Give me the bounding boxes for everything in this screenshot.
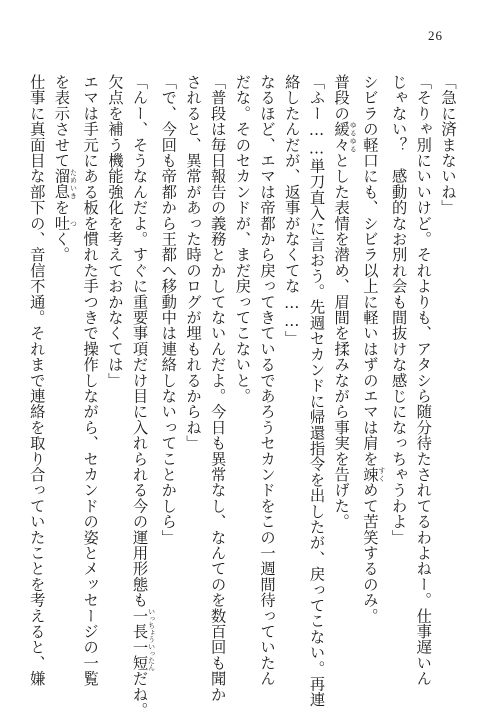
furigana-sukumete: 竦 すく bbox=[360, 466, 386, 483]
furigana-reading: いっちょういったん bbox=[147, 607, 156, 671]
text-line: 「そりゃ別にいいけど。それよりも、アタシら随分待たされてるわよねー。仕事遅いん bbox=[414, 74, 433, 687]
furigana-yuruyuru: 緩々 ゆるゆる bbox=[332, 121, 358, 153]
text-line: されると、異常があった時のログが埋もれるからね」 bbox=[183, 74, 202, 451]
text-line: 「急に済まないね」 bbox=[439, 74, 457, 216]
text-line: 普段の緩々 ゆるゆるとした表情を潜め、眉間を揉みながら事実を告げた。 bbox=[332, 74, 358, 530]
furigana-reading: つ bbox=[69, 215, 78, 231]
furigana-reading: すく bbox=[377, 466, 386, 483]
body-text bbox=[27, 74, 460, 718]
text-line: エマは手元にある板を慣れた手つきで操作しながら、セカンドの姿とメッセージの一覧 bbox=[81, 74, 100, 687]
text-line: 「んー、そうなんだよ。すぐに重要事項だけ目に入れられる今の運用形態も一長一短 いっちょういったんだね。 bbox=[130, 74, 156, 718]
text-line: シビラの軽口にも、シビラ以上に軽いはずのエマは肩を竦 すくめて苦笑するのみ。 bbox=[360, 74, 386, 624]
text-line: 「普段は毎日報告の義務とかしてないんだよ。今日も異常なし、なんてのを数百回も聞か bbox=[208, 74, 227, 702]
furigana-reading: ゆるゆる bbox=[349, 121, 358, 153]
furigana-tameiki: 溜息 ためいき bbox=[52, 168, 78, 200]
text-line: 「で、今回も帝都から王都へ移動中は連絡しないってことかしら」 bbox=[159, 74, 178, 545]
text-line: を表示させて溜息 ためいきを吐 つく。 bbox=[52, 74, 78, 263]
text-line: 「ふー……単刀直入に言おう。先週セカンドに帰還指令を出したが、戻ってこない。再連 bbox=[307, 74, 326, 708]
text-line: だな。そのセカンドが、まだ戻ってこないと。 bbox=[233, 74, 252, 404]
page-number: 26 bbox=[428, 28, 443, 43]
text-line: なるほど、エマは帝都から戻ってきているであろうセカンドをこの一週間待っていたん bbox=[258, 74, 277, 687]
text-line: 欠点を補う機能強化を考えておかなくては」 bbox=[105, 74, 124, 388]
furigana-reading: ためいき bbox=[69, 168, 78, 200]
text-line: 仕事に真面目な部下の、音信不通。それまで連絡を取り合っていたことを考えると、嫌 bbox=[27, 74, 46, 687]
text-line: 絡したんだが、返事がなくてな……」 bbox=[282, 74, 301, 347]
furigana-ichichou: 一長一短 いっちょういったん bbox=[130, 607, 156, 671]
text-line: じゃない？ 感動的なお別れ会も間抜けな感じになっちゃうわよ」 bbox=[389, 74, 408, 545]
furigana-tsuku: 吐 つ bbox=[52, 215, 78, 232]
